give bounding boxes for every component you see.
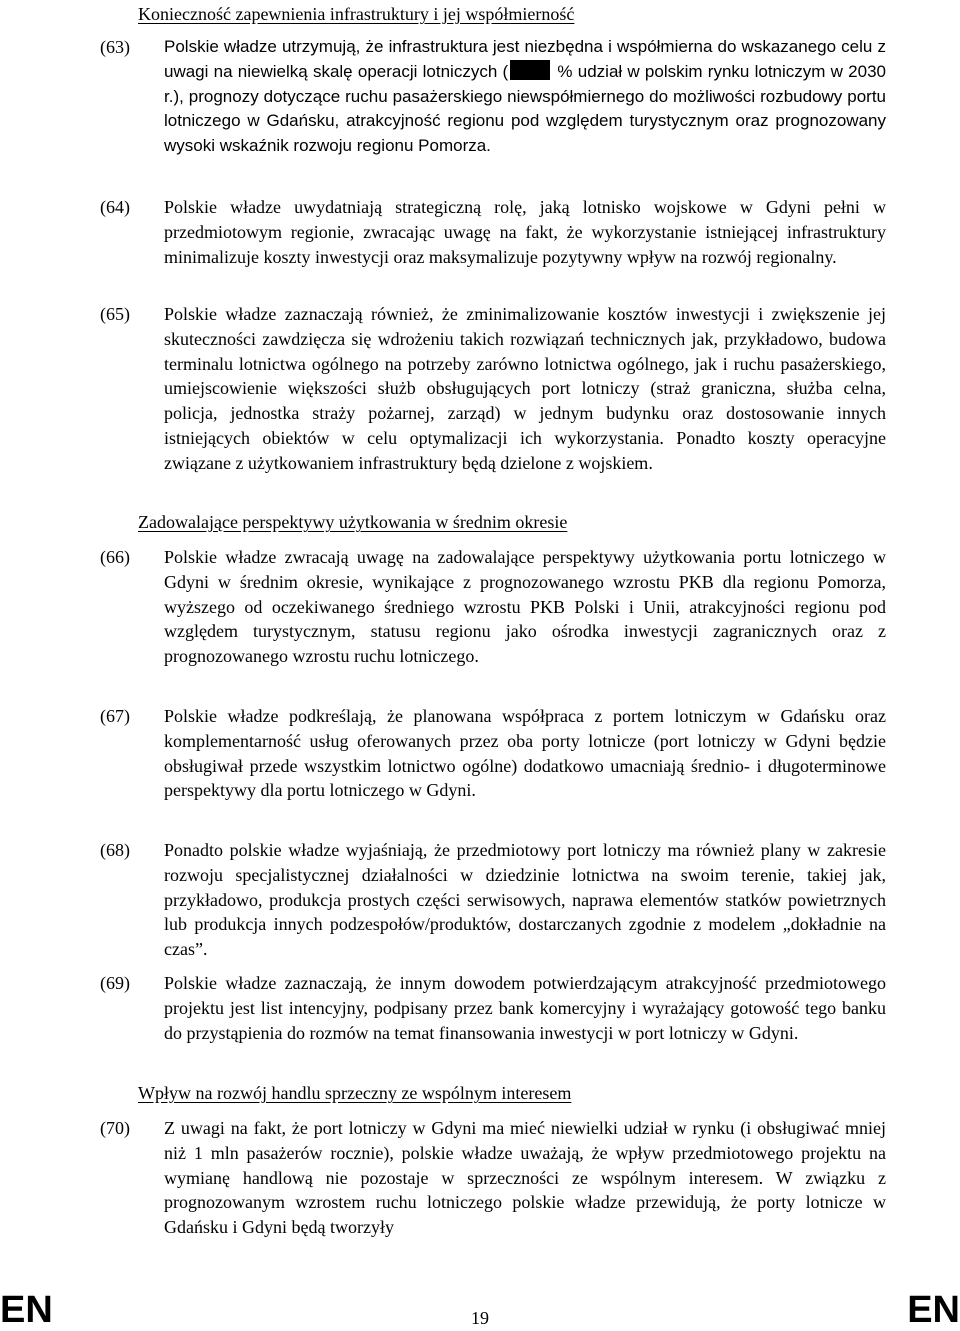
paragraph-number: (64) bbox=[100, 197, 130, 217]
footer-language-left: EN bbox=[0, 1289, 53, 1331]
paragraph-text bbox=[164, 35, 886, 159]
paragraph-68 bbox=[100, 838, 886, 962]
paragraph-number: (66) bbox=[100, 547, 130, 567]
paragraph-text: Polskie władze zaznaczają również, że zminimalizowanie kosztów inwestycji i zwiększenie jej skuteczności zawdzięcza się wdrożeniu takich rozwiązań technicznych jak, przykładowo, budowa terminalu lotnictwa ogólnego na potrzeby zarówno lotnictwa ogólnego, jak i ruchu pasażerskiego, umiejscowienie większości służb obsługujących port lotniczy (straż graniczna, służba celna, policja, jednostka straży pożarnej, zarząd) w jednym budynku oraz dostosowanie innych istniejących obiektów w celu optymalizacji ich wykorzystania. Ponadto koszty operacyjne związane z użytkowaniem infrastruktury będą dzielone z wojskiem. bbox=[164, 304, 886, 473]
paragraph-text: Polskie władze zaznaczają, że innym dowodem potwierdzającym atrakcyjność przedmiotowego projektu jest list intencyjny, podpisany przez bank komercyjny i wyrażający gotowość tego banku do przystąpienia do rozmów na temat finansowania inwestycji w port lotniczy w Gdyni. bbox=[164, 973, 886, 1043]
paragraph-text: Ponadto polskie władze wyjaśniają, że przedmiotowy port lotniczy ma również plany w zakresie rozwoju specjalistycznej działalności w dziedzinie lotnictwa na swoim terenie, takiej jak, przykładowo, produkcja prostych części serwisowych, naprawa elementów statków powietrznych lub produkcja innych podzespołów/produktów, dostarczanych zgodnie z modelem „dokładnie na czas”. bbox=[164, 840, 886, 960]
paragraph-65 bbox=[100, 302, 886, 476]
redaction-block bbox=[510, 60, 550, 80]
section-heading: Wpływ na rozwój handlu sprzeczny ze wspólnym interesem bbox=[138, 1083, 572, 1103]
paragraph-number: (70) bbox=[100, 1118, 130, 1138]
paragraph-text: Polskie władze uwydatniają strategiczną rolę, jaką lotnisko wojskowe w Gdyni pełni w przedmiotowym regionie, zwracając uwagę na fakt, że wykorzystanie istniejącej infrastruktury minimalizuje koszty inwestycji oraz maksymalizuje pozytywny wpływ na rozwój regionalny. bbox=[164, 197, 886, 267]
paragraph-number: (65) bbox=[100, 304, 130, 324]
paragraph-number: (68) bbox=[100, 840, 130, 860]
paragraph-text-end: % udział w polskim rynku lotniczym w 2030 r.), prognozy dotyczące ruchu pasażerskiego niewspółmiernego do możliwości rozbudowy portu lotniczego w Gdańsku, atrakcyjność regionu pod względem turystycznym oraz prognozowany wysoki wskaźnik rozwoju regionu Pomorza. bbox=[164, 61, 886, 156]
paragraph-number: (69) bbox=[100, 973, 130, 993]
paragraph-63 bbox=[100, 35, 886, 159]
paragraph-66 bbox=[100, 545, 886, 669]
paragraph-text: Polskie władze zwracają uwagę na zadowalające perspektywy użytkowania portu lotniczego w Gdyni w średnim okresie, wynikające z prognozowanego wzrostu PKB dla regionu Pomorza, wyższego od oczekiwanego średniego wzrostu PKB Polski i Unii, atrakcyjności regionu pod względem turystycznym, statusu regionu jako ośrodka inwestycji zagranicznych oraz z prognozowanego wzrostu ruchu lotniczego. bbox=[164, 547, 886, 667]
paragraph-67 bbox=[100, 704, 886, 803]
paragraph-69 bbox=[100, 971, 886, 1045]
page-number: 19 bbox=[471, 1308, 489, 1328]
paragraph-number: (67) bbox=[100, 706, 130, 726]
paragraph-70 bbox=[100, 1116, 886, 1240]
paragraph-64 bbox=[100, 195, 886, 269]
paragraph-text-start: Polskie władze utrzymują, że infrastruktura jest niezbędna i współmierna do wskazanego celu z uwagi na niewielką skalę operacji lotniczych ( bbox=[164, 37, 886, 81]
paragraph-text: Z uwagi na fakt, że port lotniczy w Gdyni ma mieć niewielki udział w rynku (i obsługiwać mniej niż 1 mln pasażerów rocznie), polskie władze uważają, że wpływ przedmiotowego projektu na wymianę handlową nie pozostaje w sprzeczności ze wspólnym interesem. W związku z prognozowanym wzrostem ruchu lotniczego polskie władze przewidują, że porty lotnicze w Gdańsku i Gdyni będą tworzyły bbox=[164, 1118, 886, 1238]
paragraph-text: Polskie władze podkreślają, że planowana współpraca z portem lotniczym w Gdańsku oraz komplementarność usług oferowanych przez oba porty lotnicze (port lotniczy w Gdyni będzie obsługiwał przede wszystkim lotnictwo ogólne) dodatkowo umacniają średnio- i długoterminowe perspektywy dla portu lotniczego w Gdyni. bbox=[164, 706, 886, 801]
footer-language-right: EN bbox=[907, 1289, 960, 1331]
section-heading: Konieczność zapewnienia infrastruktury i jej współmierność bbox=[138, 4, 575, 24]
paragraph-number: (63) bbox=[100, 37, 130, 57]
section-heading: Zadowalające perspektywy użytkowania w średnim okresie bbox=[138, 512, 568, 532]
